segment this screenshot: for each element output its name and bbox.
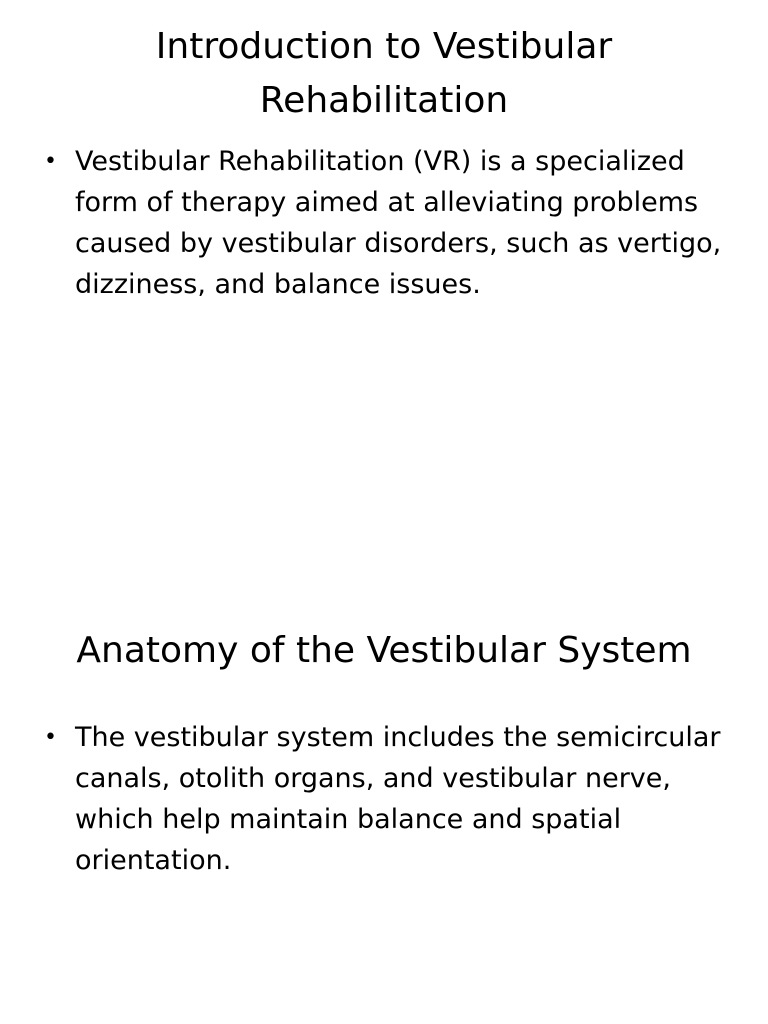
bullet-list [44, 141, 724, 305]
bullet-icon: • [44, 725, 57, 750]
bullet-icon: • [44, 149, 57, 174]
bullet-item [44, 717, 724, 881]
bullet-text: The vestibular system includes the semicircular canals, otolith organs, and vestibular nerve, which help maintain balance and spatial orientation. [75, 722, 721, 876]
bullet-item [44, 141, 724, 305]
slide-anatomy [0, 512, 768, 1024]
slide-title: Anatomy of the Vestibular System [76, 630, 692, 671]
slide-title: Introduction to Vestibular Rehabilitation [155, 26, 613, 121]
bullet-text: Vestibular Rehabilitation (VR) is a specialized form of therapy aimed at alleviating problems caused by vestibular disorders, such as vertigo, dizziness, and balance issues. [75, 146, 722, 300]
bullet-list [44, 717, 724, 881]
